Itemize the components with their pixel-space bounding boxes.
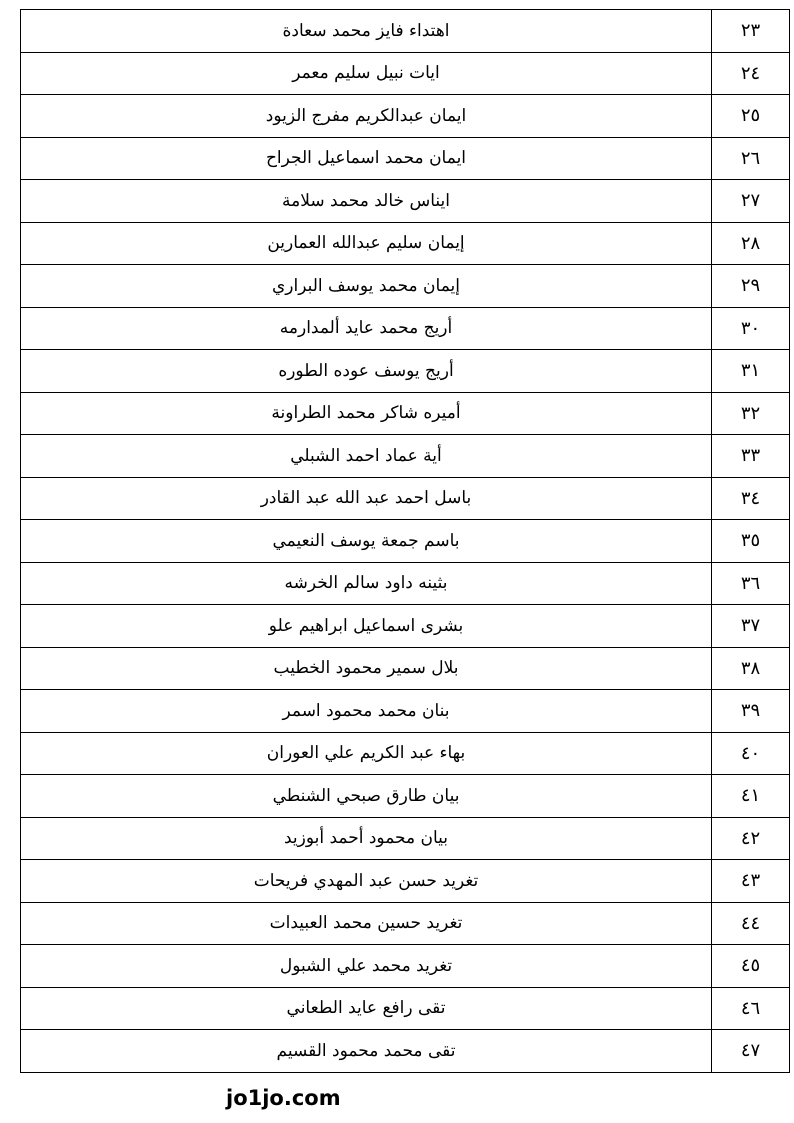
row-number: ٣٤ — [712, 477, 790, 520]
student-name: تقى محمد محمود القسيم — [21, 1030, 712, 1073]
student-name: ايناس خالد محمد سلامة — [21, 180, 712, 223]
table-row — [21, 647, 790, 690]
row-number: ٣١ — [712, 350, 790, 393]
row-number: ٢٣ — [712, 10, 790, 53]
student-name: ايات نبيل سليم معمر — [21, 52, 712, 95]
names-table-body — [21, 10, 790, 1073]
table-row — [21, 732, 790, 775]
student-name: بنان محمد محمود اسمر — [21, 690, 712, 733]
table-row — [21, 435, 790, 478]
student-name: بثينه داود سالم الخرشه — [21, 562, 712, 605]
student-name: تغريد حسين محمد العبيدات — [21, 902, 712, 945]
row-number: ٣٨ — [712, 647, 790, 690]
student-name: تغريد محمد علي الشبول — [21, 945, 712, 988]
row-number: ٢٦ — [712, 137, 790, 180]
student-name: إيمان محمد يوسف البراري — [21, 265, 712, 308]
table-row — [21, 690, 790, 733]
row-number: ٢٤ — [712, 52, 790, 95]
table-row — [21, 902, 790, 945]
table-row — [21, 350, 790, 393]
row-number: ٤٤ — [712, 902, 790, 945]
table-row — [21, 775, 790, 818]
row-number: ٣٣ — [712, 435, 790, 478]
student-name: أميره شاكر محمد الطراونة — [21, 392, 712, 435]
table-row — [21, 392, 790, 435]
table-row — [21, 520, 790, 563]
table-row — [21, 817, 790, 860]
student-name: ايمان عبدالكريم مفرج الزيود — [21, 95, 712, 138]
table-row — [21, 222, 790, 265]
row-number: ٣٢ — [712, 392, 790, 435]
student-name: بهاء عبد الكريم علي العوران — [21, 732, 712, 775]
row-number: ٣٠ — [712, 307, 790, 350]
student-name: إيمان سليم عبدالله العمارين — [21, 222, 712, 265]
row-number: ٣٥ — [712, 520, 790, 563]
table-row — [21, 477, 790, 520]
student-name: بيان طارق صبحي الشنطي — [21, 775, 712, 818]
row-number: ٢٩ — [712, 265, 790, 308]
row-number: ٢٨ — [712, 222, 790, 265]
row-number: ٣٦ — [712, 562, 790, 605]
table-row — [21, 945, 790, 988]
table-row — [21, 987, 790, 1030]
table-row — [21, 10, 790, 53]
student-name: اهتداء فايز محمد سعادة — [21, 10, 712, 53]
table-row — [21, 860, 790, 903]
table-row — [21, 562, 790, 605]
student-name: تقى رافع عايد الطعاني — [21, 987, 712, 1030]
student-name: بلال سمير محمود الخطيب — [21, 647, 712, 690]
student-name: تغريد حسن عبد المهدي فريحات — [21, 860, 712, 903]
row-number: ٤٢ — [712, 817, 790, 860]
student-name: باسم جمعة يوسف النعيمي — [21, 520, 712, 563]
student-name: أريج محمد عايد ألمدارمه — [21, 307, 712, 350]
student-name: أريج يوسف عوده الطوره — [21, 350, 712, 393]
row-number: ٤٠ — [712, 732, 790, 775]
row-number: ٤١ — [712, 775, 790, 818]
row-number: ٤٦ — [712, 987, 790, 1030]
student-name: أية عماد احمد الشبلي — [21, 435, 712, 478]
table-row — [21, 180, 790, 223]
student-name: بيان محمود أحمد أبوزيد — [21, 817, 712, 860]
row-number: ٤٧ — [712, 1030, 790, 1073]
row-number: ٤٣ — [712, 860, 790, 903]
names-table — [20, 9, 790, 1073]
table-row — [21, 605, 790, 648]
student-name: باسل احمد عبد الله عبد القادر — [21, 477, 712, 520]
table-row — [21, 1030, 790, 1073]
row-number: ٣٧ — [712, 605, 790, 648]
table-row — [21, 52, 790, 95]
row-number: ٢٥ — [712, 95, 790, 138]
table-row — [21, 265, 790, 308]
row-number: ٣٩ — [712, 690, 790, 733]
row-number: ٤٥ — [712, 945, 790, 988]
row-number: ٢٧ — [712, 180, 790, 223]
site-watermark: jo1jo.com — [226, 1086, 341, 1110]
student-name: بشرى اسماعيل ابراهيم علو — [21, 605, 712, 648]
table-row — [21, 95, 790, 138]
table-row — [21, 137, 790, 180]
table-row — [21, 307, 790, 350]
student-name: ايمان محمد اسماعيل الجراح — [21, 137, 712, 180]
